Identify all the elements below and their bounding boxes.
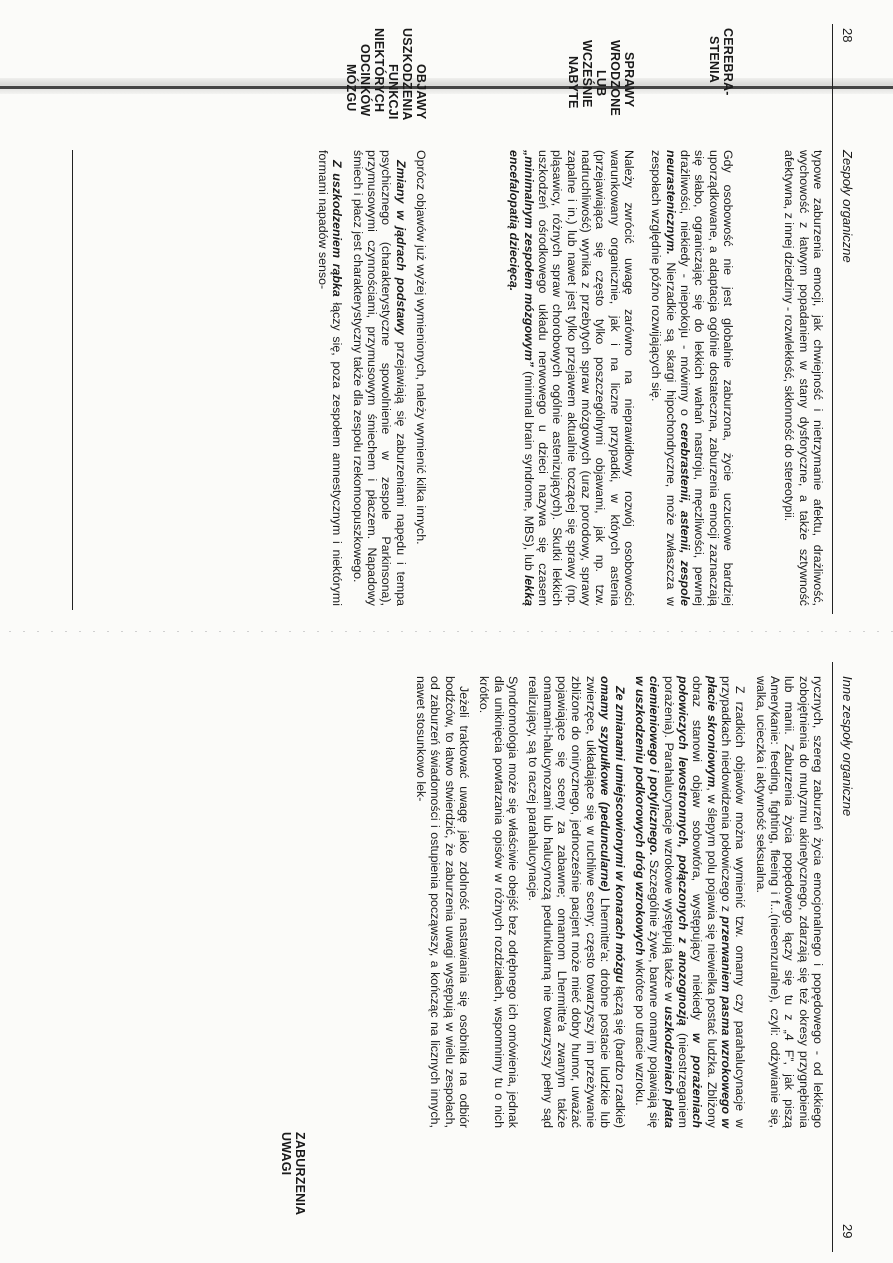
paragraph-5: Jeżeli traktować uwagę jako zdolność nastawiania się osobnika na odbiór bodźców, to łatwo stwierdzić, że zaburzenia uwagi występują w wielu zespołach, od zaburzeń świadomości i ostupienia począwszy, a kończąc na licznych innych, nawet stosunkowo lek- — [414, 676, 472, 1128]
page-29 — [0, 632, 893, 1263]
header-rule — [832, 24, 833, 614]
heading-objawy-uszkodzenia: OBJAWY USZKODZENIA FUNKCJI NIEKTÓRYCH ODCINKÓW MÓZGU — [344, 28, 428, 121]
page-number: 29 — [840, 1224, 855, 1239]
body-column — [408, 676, 825, 1128]
footer-rule — [72, 150, 73, 610]
section-sprawy-wrodzone: Należy zwrócić uwagę zarówno na nieprawidłowy rozwój osobowości warunkowany organicznie, jak i na liczne przypadki, w których astenia (przejawiająca się często tylko poszczególnymi objawami, jak np. tzw. nadruchliwość) wynika z przebytych spraw mózgowych (uraz porodowy, sprawy zapalne i in.) lub nawet jest tylko przejawem aktualnie toczącej się sprawy (np. pląsawicy, różnych spraw chorobowych ogólnie astenizujących). Skutki lekkich uszkodzeń ośrodkowego układu nerwowego u dzieci nazywa się czasem „minimalnym zespołem mózgowym” (minimal brain syndrome, MBS), lub lekką encefalopatią dziecięcą. — [507, 150, 636, 606]
objawy-intro: Oprócz objawów już wyżej wymienionych, należy wymienić kilka innych. — [414, 150, 428, 545]
running-title: Inne zespoły organiczne — [840, 676, 855, 817]
heading-sprawy-wrodzone: SPRAWY WRODZONE LUB WCZEŚNIE NABYTE — [566, 40, 636, 116]
page-number: 28 — [840, 28, 855, 43]
heading-zaburzenia-uwagi: ZABURZENIA UWAGI — [279, 1132, 307, 1216]
heading-cerebrastenia: CEREBRA- STENIA — [707, 28, 735, 96]
paragraph-4: Syndromologia może się właściwie obejść bez odrębnego ich omówienia, jednak dla uniknięcia powtarzania opisów w różnych rozdziałach, wspomnimy tu o nich krótko. — [477, 676, 521, 1128]
header-rule — [832, 662, 833, 1252]
paragraph-1: rycznych, szereg zaburzeń życia emocjonalnego i popędowego - od lekkiego zobojętnienia do mutyzmu akinetycznego, zdarzają się też okresy przygnębienia lub manii. Zaburzenia życia popędowego łączy się tu z „4 F”, jak piszą Amerykanie: feeding, fighting, fleeing i f...(niecenzuralne), czyli: odżywianie się, walka, ucieczka i aktywność seksualna. — [753, 676, 825, 1128]
running-title: Zespoły organiczne — [840, 150, 855, 263]
section-objawy-uszkodzenia: Oprócz objawów już wyżej wymienionych, należy wymienić kilka innych. Zmiany w jądrach podstawy przejawiają się zaburzeniami napędu i tempa psychicznego (charakterystyczne spowolnienie w zespole Parkinsona), przymusowymi czynnościami, przymusowym śmiechem i płaczem. Napadowy śmiech i płacz jest charakterystyczny także dla zespołu rzekomoopuszkowego. Z uszkodzeniem rąbka łączy się, poza zespołem amnestycznym i niektórymi formami napadów senso- — [315, 150, 428, 606]
body-column — [776, 150, 825, 606]
paragraph-2: Z rzadkich objawów można wymienić tzw. omamy czy parahalucynacje w przypadkach niedowidzenia połowiczego z przerwaniem pasma wzrokowego w płacie skroniowym, w ślepym polu pojawia się niewielka postać ludzka. Zbliżony obraz stanowi objaw sobowtóra, występujący niekiedy w porażeniach połowiczych lewostronnych, połączonych z anozognozją (nieostrzeganiem porażenia). Parahalucynacje wzrokowe występują także w uszkodzeniach płata ciemieniowego i potylicznego. Szczególnie żywe, barwne omamy pojawiają się w uszkodzeniu podkorowych dróg wzrokowych wkrótce po utracie wzroku. — [632, 676, 748, 1129]
section-cerebrastenia: Gdy osobowość nie jest globalnie zaburzona, życie uczuciowe bardziej uporządkowane, a adaptacja ogólnie dostateczna, zaburzenia emocji zaznaczają się słabo, ograniczając się do lekkich wahań nastroju, męczliwości, pewnej drażliwości, niekiedy - niepokoju - mówimy o cerebrastenii, astenii, zespole neurastenicznym. Nierzadkie są skargi hipochondryczne, może zwłaszcza w zespołach względnie późno rozwijających się. — [649, 150, 735, 606]
paragraph-3: Ze zmianami umiejscowionymi w konarach mózgu łączą się (bardzo rzadkie) omamy szypułkowe (peduncularne) Lhermitte'a: drobne postacie ludzkie lub zwierzęce, układające się w ruchliwe sceny; często towarzyszy im przeżywanie zbliżone do onirycznego, jednocześnie pacjent może mieć dobry humor, uważać pojawiające się sceny za zabawne; omamom Lhermitte'a zwanym także omamami-halucynozami lub halucynozą pedunkularną nie towarzyszy pełny sąd realizujący, są to raczej parahalucynacje. — [526, 676, 627, 1128]
intro-paragraph: typowe zaburzenia emocji, jak chwiejność i nietrzymanie afektu, drażliwość, wychowość z łatwym popadaniem w stany dysforyczne, a także sztywność afektywna, z innej dziedziny - rozwlekłość, skłonność do stereotypii. — [782, 150, 825, 606]
